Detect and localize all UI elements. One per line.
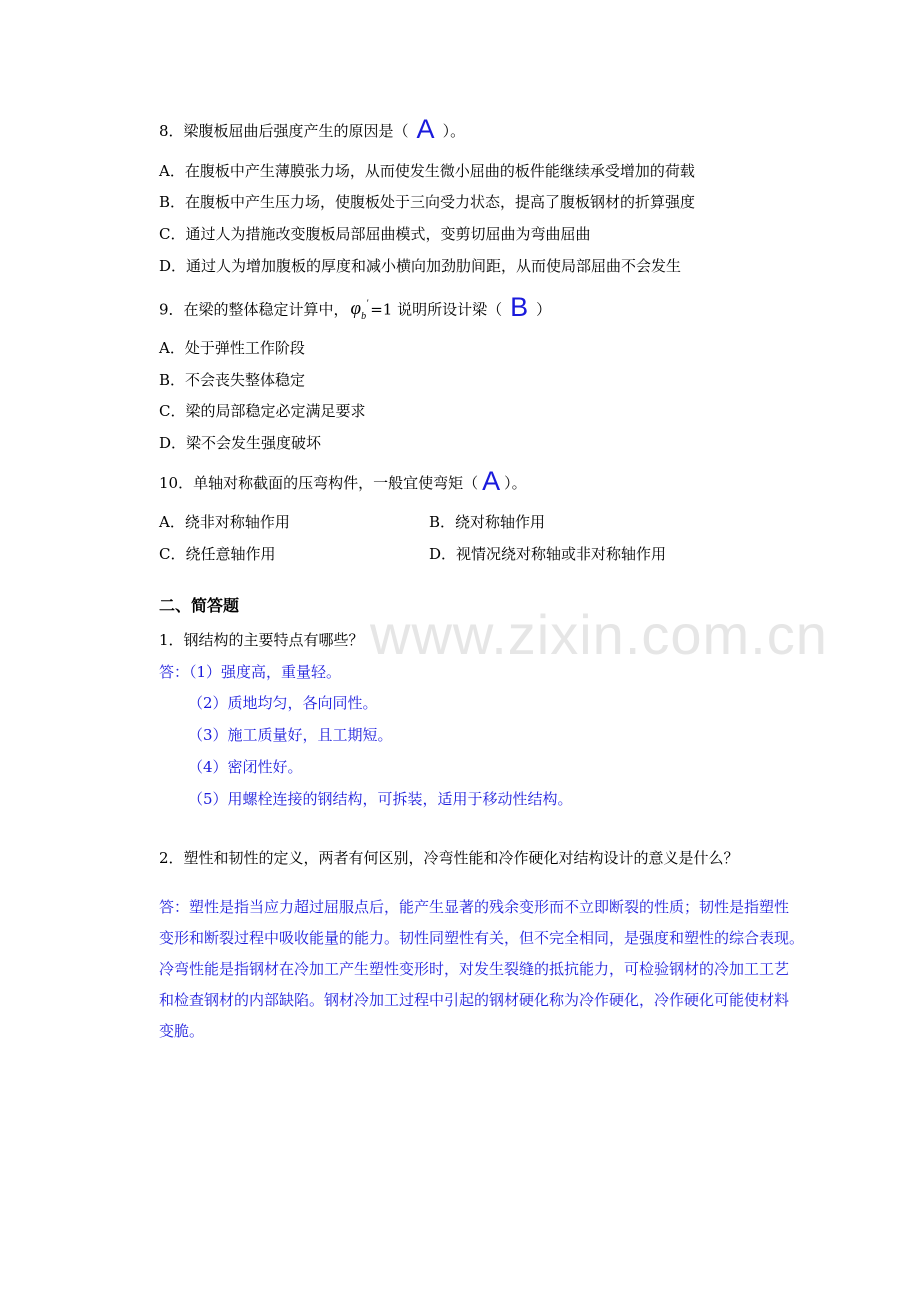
phi-symbol: φ [350, 298, 362, 320]
question-9-option-b: B．不会丧失整体稳定 [159, 371, 306, 389]
short-answer-2-line-3: 冷弯性能是指钢材在冷加工产生塑性变形时，对发生裂缝的抵抗能力，可检验钢材的冷加工工艺 [159, 960, 790, 978]
question-9-text: 9．在梁的整体稳定计算中， [159, 300, 349, 319]
short-answer-2-line-2: 变形和断裂过程中吸收能量的能力。韧性同塑性有关，但不完全相同，是强度和塑性的综合表现。 [159, 929, 805, 947]
question-10-option-c: C．绕任意轴作用 [159, 545, 276, 563]
question-8-option-d: D．通过人为增加腹板的厚度和减小横向加劲肋间距，从而使局部屈曲不会发生 [159, 257, 682, 275]
section-2-title: 二、简答题 [159, 596, 240, 615]
short-answer-1-line-3: （3）施工质量好，且工期短。 [188, 726, 393, 744]
question-9-option-c: C．梁的局部稳定必定满足要求 [159, 402, 366, 420]
short-question-1: 1．钢结构的主要特点有哪些？ [159, 631, 364, 649]
question-9-text-end: ） [536, 300, 552, 319]
question-9-option-d: D．梁不会发生强度破坏 [159, 434, 322, 452]
question-8-answer: A [416, 114, 435, 144]
question-10-option-d: D．视情况绕对称轴或非对称轴作用 [429, 545, 667, 563]
question-8-text-end: ）。 [442, 122, 466, 140]
question-8-stem [159, 114, 466, 144]
short-answer-2-line-4: 和检查钢材的内部缺陷。钢材冷加工过程中引起的钢材硬化称为冷作硬化，冷作硬化可能使材料 [159, 991, 790, 1009]
question-10-option-b: B．绕对称轴作用 [429, 513, 546, 531]
question-10-option-a: A．绕非对称轴作用 [159, 513, 290, 531]
question-8-text: 8．梁腹板屈曲后强度产生的原因是（ [159, 122, 409, 140]
short-answer-2 [159, 892, 835, 1047]
phi-subscript: b [361, 311, 367, 323]
short-answer-2-line-5: 变脆。 [159, 1022, 205, 1040]
question-9-text-mid: =1 说明所设计梁（ [370, 300, 503, 319]
question-9-answer: B [510, 292, 529, 323]
phi-superscript: ' [366, 299, 369, 310]
short-answer-1-line-1: 答：（1）强度高，重量轻。 [159, 663, 342, 681]
short-answer-2-line-1: 答：塑性是指当应力超过屈服点后，能产生显著的残余变形而不立即断裂的性质；韧性是指塑性 [159, 898, 790, 916]
phi-b-symbol [349, 298, 371, 323]
question-9-stem [159, 292, 552, 327]
question-10-answer: A [482, 466, 501, 496]
question-10-stem [159, 466, 527, 496]
short-question-2: 2．塑性和韧性的定义，两者有何区别，冷弯性能和冷作硬化对结构设计的意义是什么？ [159, 849, 739, 867]
short-answer-1-line-5: （5）用螺栓连接的钢结构，可拆装，适用于移动性结构。 [188, 790, 573, 808]
short-answer-1-line-4: （4）密闭性好。 [188, 758, 303, 776]
watermark: www.zixin.com.cn [370, 603, 828, 666]
question-8-option-c: C．通过人为措施改变腹板局部屈曲模式，变剪切屈曲为弯曲屈曲 [159, 225, 591, 243]
question-10-text: 10．单轴对称截面的压弯构件，一般宜使弯矩（ [159, 474, 479, 492]
question-9-option-a: A．处于弹性工作阶段 [159, 339, 305, 357]
question-8-option-b: B．在腹板中产生压力场，使腹板处于三向受力状态，提高了腹板钢材的折算强度 [159, 193, 696, 211]
short-answer-1-line-2: （2）质地均匀，各向同性。 [188, 694, 378, 712]
question-10-text-end: ）。 [504, 474, 527, 492]
question-8-option-a: A．在腹板中产生薄膜张力场，从而使发生微小屈曲的板件能继续承受增加的荷载 [159, 162, 695, 180]
